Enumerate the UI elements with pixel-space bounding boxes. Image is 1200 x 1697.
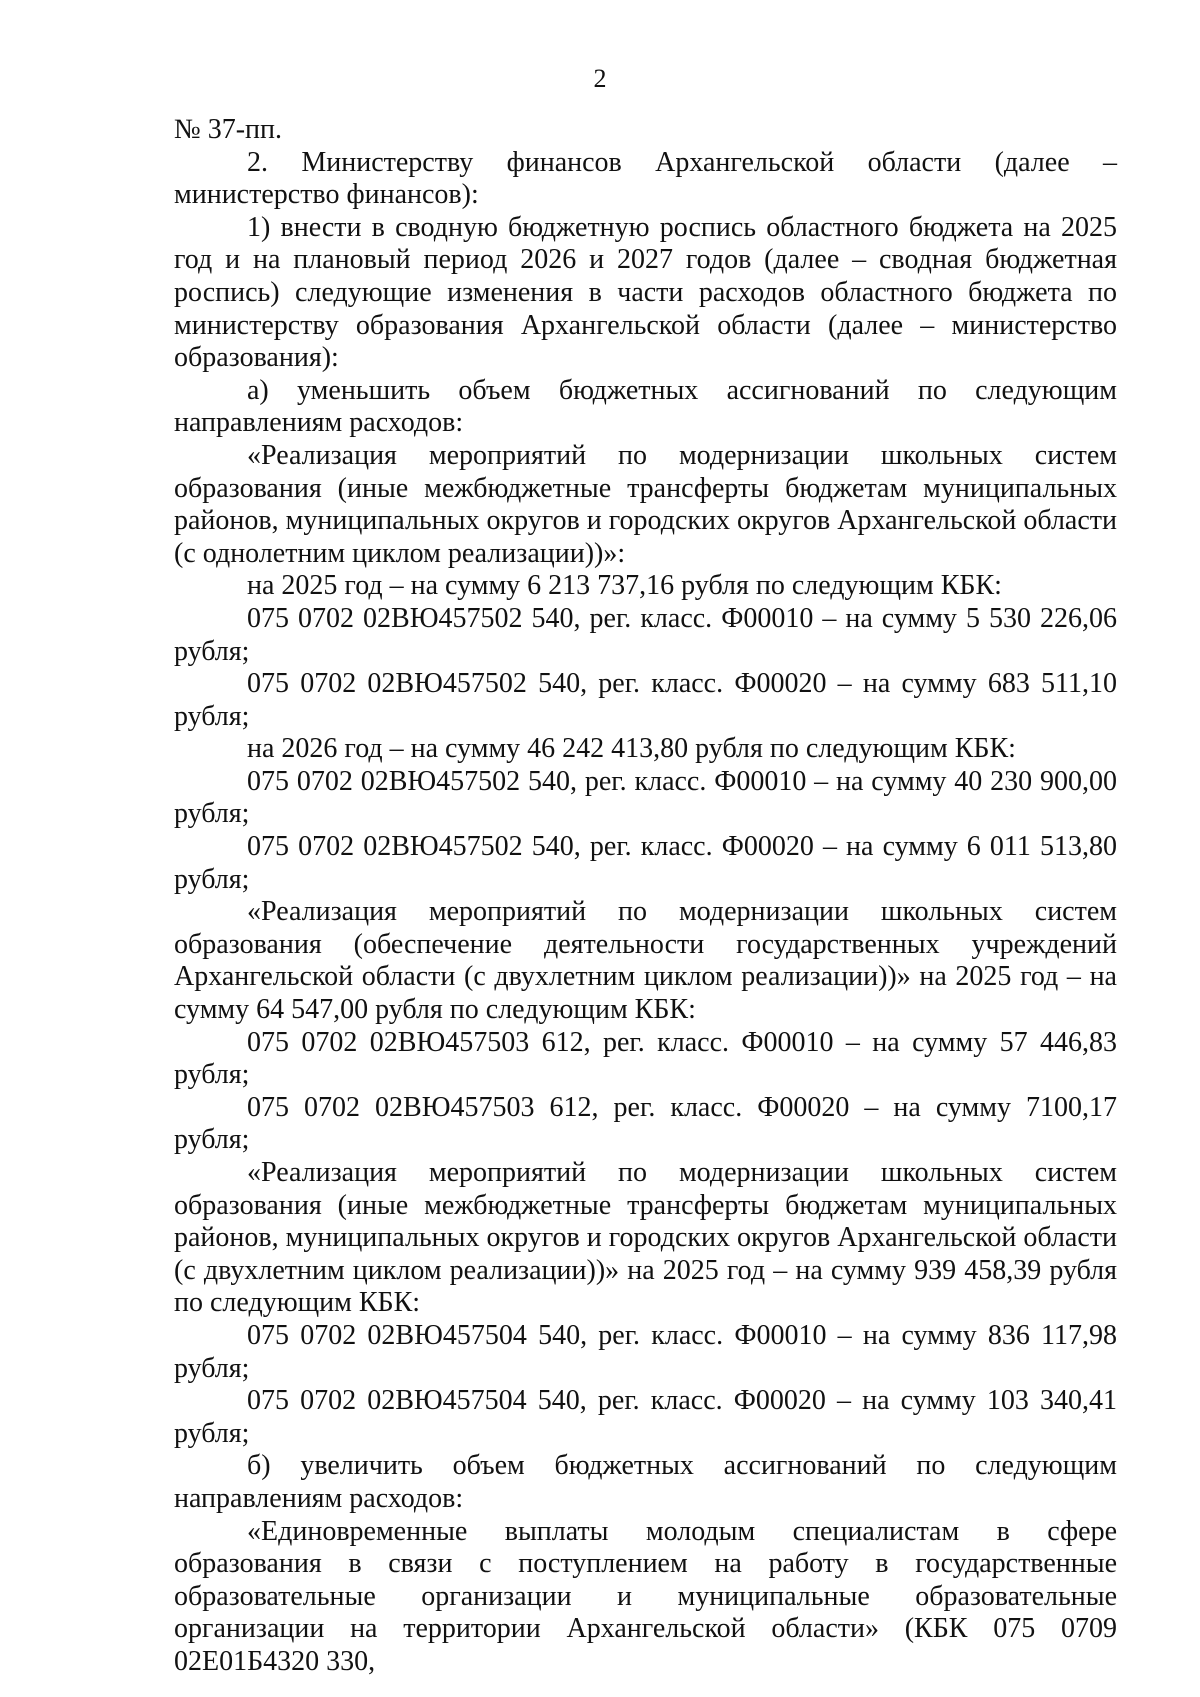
paragraph-item-2: 2. Министерству финансов Архангельской области (далее – министерство финансов): [174, 146, 1117, 211]
paragraph-year-2026-total: на 2026 год – на сумму 46 242 413,80 рубля по следующим КБК: [247, 733, 1016, 765]
page-number: 2 [593, 64, 607, 93]
paragraph-kbk-line: 075 0702 02ВЮ457502 540, рег. класс. Ф00010 – на сумму 40 230 900,00 рубля; [174, 765, 1117, 830]
document-body [174, 114, 1117, 1679]
paragraph-kbk-line: 075 0702 02ВЮ457502 540, рег. класс. Ф00010 – на сумму 5 530 226,06 рубля; [174, 602, 1117, 667]
paragraph-subitem-1: 1) внести в сводную бюджетную роспись областного бюджета на 2025 год и на плановый период 2026 и 2027 годов (далее – сводная бюджетная роспись) следующие изменения в части расходов областного бюджета по министерству образования Архангельской области (далее – министерство образования): [174, 211, 1117, 374]
paragraph-kbk-line: 075 0702 02ВЮ457502 540, рег. класс. Ф00020 – на сумму 6 011 513,80 рубля; [174, 831, 1117, 895]
paragraph-expense-direction-3: «Реализация мероприятий по модернизации школьных систем образования (иные межбюджетные трансферты бюджетам муниципальных районов, муниципальных округов и городских округов Архангельской области (с двухлетним циклом реализации))» на 2025 год – на сумму 939 458,39 рубля по следующим КБК: [174, 1157, 1117, 1319]
paragraph-expense-direction-4: «Единовременные выплаты молодым специалистам в сфере образования в связи с поступлением на работу в государственные образовательные организации и муниципальные образовательные организации на территории Архангельской области» (КБК 075 0709 02Е01Б4320 330, [174, 1515, 1117, 1677]
paragraph-kbk-line: 075 0702 02ВЮ457503 612, рег. класс. Ф00010 – на сумму 57 446,83 рубля; [174, 1026, 1117, 1091]
paragraph-kbk-line: 075 0702 02ВЮ457502 540, рег. класс. Ф00020 – на сумму 683 511,10 рубля; [174, 668, 1117, 732]
paragraph-kbk-line: 075 0702 02ВЮ457504 540, рег. класс. Ф00010 – на сумму 836 117,98 рубля; [174, 1319, 1117, 1384]
paragraph-subitem-b: б) увеличить объем бюджетных ассигнований по следующим направлениям расходов: [174, 1450, 1117, 1514]
paragraph-expense-direction-1: «Реализация мероприятий по модернизации школьных систем образования (иные межбюджетные трансферты бюджетам муниципальных районов, муниципальных округов и городских округов Архангельской области (с однолетним циклом реализации))»: [174, 439, 1117, 569]
paragraph-subitem-a: а) уменьшить объем бюджетных ассигнований по следующим направлениям расходов: [174, 374, 1117, 439]
paragraph-kbk-line: 075 0702 02ВЮ457504 540, рег. класс. Ф00020 – на сумму 103 340,41 рубля; [174, 1385, 1117, 1449]
paragraph-resolution-number: № 37-пп. [174, 114, 283, 145]
paragraph-kbk-line: 075 0702 02ВЮ457503 612, рег. класс. Ф00020 – на сумму 7100,17 рубля; [174, 1091, 1117, 1156]
paragraph-year-2025-total: на 2025 год – на сумму 6 213 737,16 рубля по следующим КБК: [247, 570, 1002, 602]
paragraph-expense-direction-2: «Реализация мероприятий по модернизации школьных систем образования (обеспечение деятельности государственных учреждений Архангельской области (с двухлетним циклом реализации))» на 2025 год – на сумму 64 547,00 рубля по следующим КБК: [174, 896, 1117, 1026]
